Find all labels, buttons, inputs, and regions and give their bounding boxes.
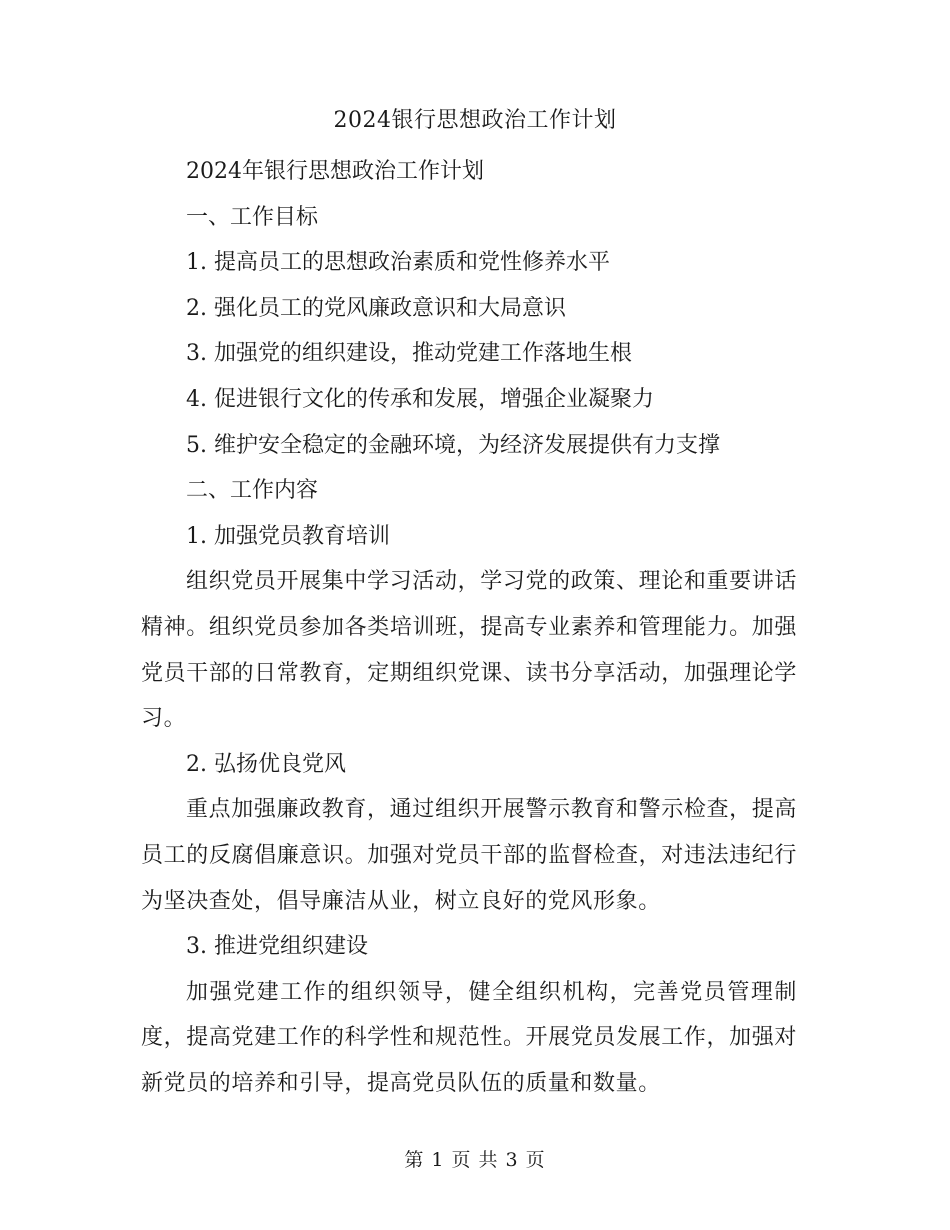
document-subtitle: 2024年银行思想政治工作计划 bbox=[186, 159, 484, 184]
goal-item: 2. 强化员工的党风廉政意识和大局意识 bbox=[186, 295, 566, 321]
document-title: 2024银行思想政治工作计划 bbox=[333, 108, 617, 133]
subsection-paragraph: 组织党员开展集中学习活动，学习党的政策、理论和重要讲话精神。组织党员参加各类培训班，提高专业素养和管理能力。加强党员干部的日常教育，定期组织党课、读书分享活动，加强理论学习。 bbox=[141, 569, 797, 732]
subsection-heading: 2. 弘扬优良党风 bbox=[186, 751, 346, 777]
document-body bbox=[141, 149, 797, 1106]
section-heading-content: 二、工作内容 bbox=[186, 478, 319, 504]
subsection-heading: 1. 加强党员教育培训 bbox=[186, 523, 390, 549]
subsection-heading: 3. 推进党组织建设 bbox=[186, 934, 368, 960]
subsection-paragraph: 重点加强廉政教育，通过组织开展警示教育和警示检查，提高员工的反腐倡廉意识。加强对党员干部的监督检查，对违法违纪行为坚决查处，倡导廉洁从业，树立良好的党风形象。 bbox=[141, 797, 797, 914]
subsection-paragraph: 加强党建工作的组织领导，健全组织机构，完善党员管理制度，提高党建工作的科学性和规范性。开展党员发展工作，加强对新党员的培养和引导，提高党员队伍的质量和数量。 bbox=[141, 979, 797, 1096]
goal-item: 4. 促进银行文化的传承和发展，增强企业凝聚力 bbox=[186, 386, 654, 412]
goal-item: 1. 提高员工的思想政治素质和党性修养水平 bbox=[186, 250, 610, 276]
goal-item: 5. 维护安全稳定的金融环境，为经济发展提供有力支撑 bbox=[186, 432, 720, 458]
goal-item: 3. 加强党的组织建设，推动党建工作落地生根 bbox=[186, 341, 632, 367]
page-number-footer: 第 1 页 共 3 页 bbox=[404, 1149, 546, 1171]
section-heading-goals: 一、工作目标 bbox=[186, 204, 319, 230]
